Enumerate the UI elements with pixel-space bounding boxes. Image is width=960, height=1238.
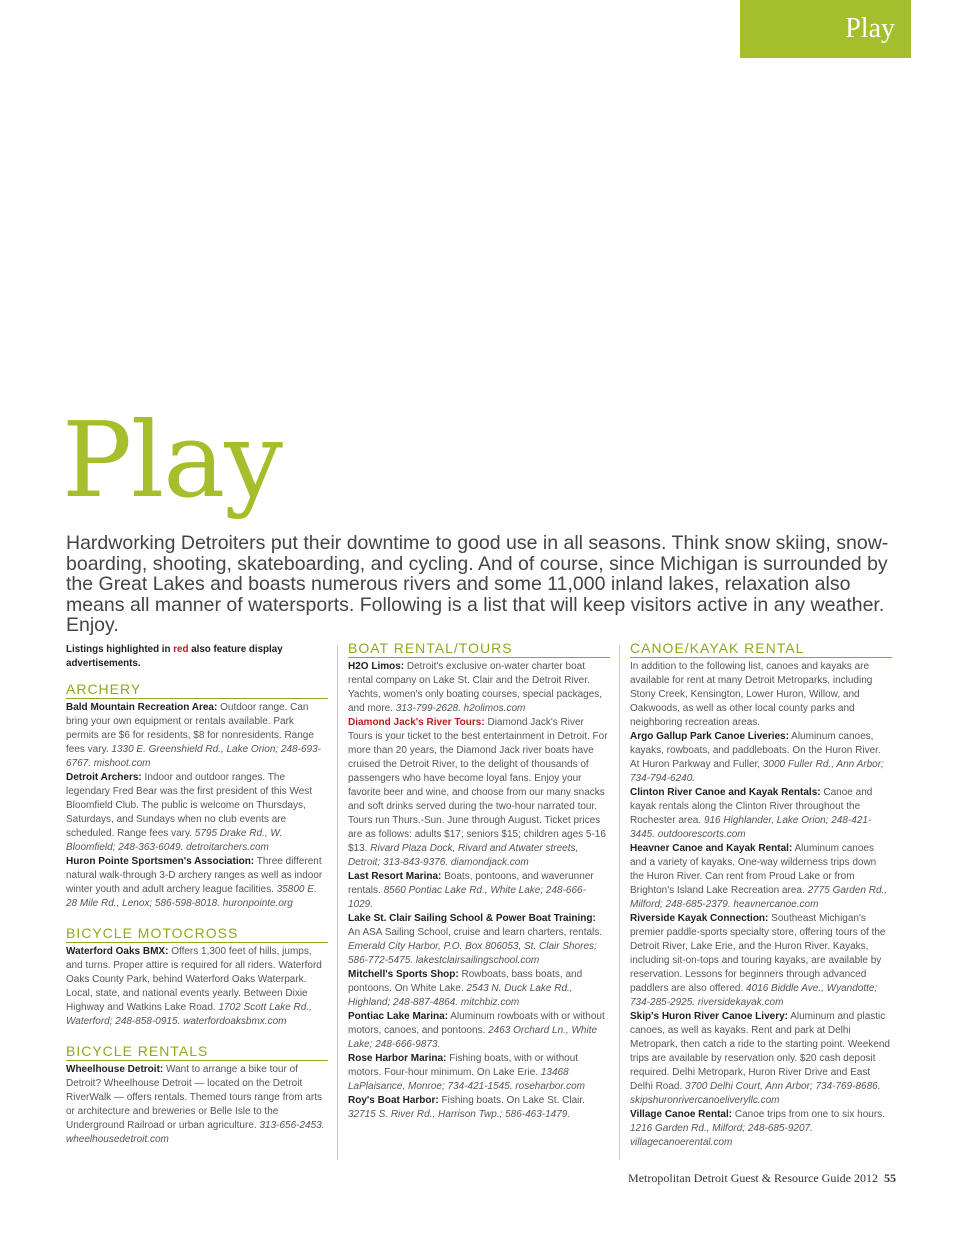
listing-name: Detroit Archers: (66, 772, 142, 783)
listing-address: 2463 Orchard Ln., White Lake; 248-666-9873. (348, 1025, 598, 1050)
listing-name: Heavner Canoe and Kayak Rental: (630, 843, 793, 854)
publication-name: Metropolitan Detroit Guest & Resource Guide 2012 (628, 1171, 878, 1185)
listing-address: 13468 LaPlaisance, Monroe; 734-421-1545. roseharbor.com (348, 1067, 585, 1092)
listing-address: 916 Highlander, Lake Orion; 248-421-3445. outdoorescorts.com (630, 815, 872, 840)
listing-address: 1702 Scott Lake Rd., Waterford; 248-858-0915. waterfordoaksbmx.com (66, 1002, 312, 1027)
column-divider (619, 645, 620, 1160)
listing-address: 4016 Biddle Ave., Wyandotte; 734-285-2925. riversidekayak.com (630, 983, 878, 1008)
listing-address: Emerald City Harbor, P.O. Box 806053, St. Clair Shores; 586-772-5475. lakestclairsailingschool.com (348, 941, 597, 966)
listing-address: 3000 Fuller Rd., Ann Arbor; 734-794-6240. (630, 759, 884, 784)
listing-entry: Bald Mountain Recreation Area: Outdoor range. Can bring your own equipment or rentals available. Park permits are $6 for residents, $8 for nonresidents. Range fees vary. 1330 E. Greenshield Rd., Lake Orion; 248-693-6767. mishoot.com (66, 702, 321, 769)
listing-name: Rose Harbor Marina: (348, 1053, 447, 1064)
listing-address: 313-799-2628. h2olimos.com (395, 703, 526, 714)
listing-entry-featured: Diamond Jack's River Tours: Diamond Jack's River Tours is your ticket to the best entertainment in Detroit. For more than 20 years, the Diamond Jack river boats have cruised the Detroit River, to the delight of thousands of passengers who have become loyal fans. Enjoy your favorite beer and wine, and choose from our many snacks and soft drinks served during the two-hour narrated tour. Tours run Thurs.-Sun. June through August. Ticket prices are as follows: adults $17; seniors $15; children ages 5-16 $13. Rivard Plaza Dock, Rivard and Atwater streets, Detroit; 313-843-9376. diamondjack.com (348, 717, 608, 868)
listings-note: Listings highlighted in red also feature display advertisements. (66, 644, 283, 669)
listing-address: 2543 N. Duck Lake Rd., Highland; 248-887-4864. mitchbiz.com (348, 983, 573, 1008)
listing-name: Roy's Boat Harbor: (348, 1095, 439, 1106)
listing-name: Argo Gallup Park Canoe Liveries: (630, 731, 789, 742)
listing-name: Last Resort Marina: (348, 871, 442, 882)
listing-address: 313-656-2453. wheelhousedetroit.com (66, 1120, 325, 1145)
listing-address: 2775 Garden Rd., Milford; 248-685-2379. heavnercanoe.com (630, 885, 888, 910)
listing-entry: Riverside Kayak Connection: Southeast Michigan's premier paddle-sports specialty store, offering tours of the Detroit River, Lake Erie, and the Huron River. Kayaks, including sit-on-tops and touring kayaks, are available by reservation. Lessons for beginners through advanced paddlers are also offered. 4016 Biddle Ave., Wyandotte; 734-285-2925. riversidekayak.com (630, 913, 886, 1008)
section-tab (740, 0, 911, 58)
note-red-word: red (173, 644, 189, 655)
page-number: 55 (884, 1171, 896, 1185)
listing-entry: Clinton River Canoe and Kayak Rentals: Canoe and kayak rentals along the Clinton River throughout the Rochester area. 916 Highlander, Lake Orion; 248-421-3445. outdoorescorts.com (630, 787, 873, 840)
listing-address: 1216 Garden Rd., Milford; 248-685-9207. villagecanoerental.com (630, 1123, 813, 1148)
heading-bicycle-motocross: BICYCLE MOTOCROSS (66, 925, 328, 943)
heading-archery: ARCHERY (66, 681, 328, 699)
listing-address: 1330 E. Greenshield Rd., Lake Orion; 248-693-6767. mishoot.com (66, 744, 321, 769)
listing-entry: Argo Gallup Park Canoe Liveries: Aluminum canoes, kayaks, rowboats, and paddleboats. On the Huron River. At Huron Parkway and Fuller, 3000 Fuller Rd., Ann Arbor; 734-794-6240. (630, 731, 884, 784)
listing-entry: Lake St. Clair Sailing School & Power Boat Training: An ASA Sailing School, cruise and learn charters, rentals. Emerald City Harbor, P.O. Box 806053, St. Clair Shores; 586-772-5475. lakestclairsailingschool.com (348, 913, 603, 966)
listing-entry: Mitchell's Sports Shop: Rowboats, bass boats, and pontoons. On White Lake. 2543 N. Duck Lake Rd., Highland; 248-887-4864. mitchbiz.com (348, 969, 583, 1008)
listing-name: Clinton River Canoe and Kayak Rentals: (630, 787, 821, 798)
listing-entry: Waterford Oaks BMX: Offers 1,300 feet of hills, jumps, and turns. Proper attire is required for all riders. Waterford Oaks County Park, behind Waterford Oaks Waterpark. Local, state, and national events yearly. Between Dixie Highway and Watkins Lake Road. 1702 Scott Lake Rd., Waterford; 248-858-0915. waterfordoaksbmx.com (66, 946, 322, 1027)
listing-name: Village Canoe Rental: (630, 1109, 733, 1120)
column-2 (348, 640, 610, 1122)
listing-entry: Village Canoe Rental: Canoe trips from one to six hours. 1216 Garden Rd., Milford; 248-685-9207. villagecanoerental.com (630, 1109, 885, 1148)
listing-name: Mitchell's Sports Shop: (348, 969, 459, 980)
page-footer (628, 1171, 896, 1186)
page-title: Play (62, 399, 282, 521)
listing-name: Lake St. Clair Sailing School & Power Boat Training: (348, 913, 596, 924)
listing-entry: Wheelhouse Detroit: Want to arrange a bike tour of Detroit? Wheelhouse Detroit — located on the Detroit RiverWalk — offers rentals. Themed tours range from arts or architecture and breweries or Belle Isle to the Underground Railroad or urban agriculture. 313-656-2453. wheelhousedetroit.com (66, 1064, 325, 1145)
listing-address: 32715 S. River Rd., Harrison Twp.; 586-463-1479. (348, 1109, 571, 1120)
listing-entry: Pontiac Lake Marina: Aluminum rowboats with or without motors, canoes, and pontoons. 2463 Orchard Ln., White Lake; 248-666-9873. (348, 1011, 605, 1050)
listing-address: 5795 Drake Rd., W. Bloomfield; 248-363-6049. detroitarchers.com (66, 828, 283, 853)
intro-paragraph: Hardworking Detroiters put their downtime to good use in all seasons. Think snow skiing, snow-boarding, shooting, skateboarding, and cycling. And of course, since Michigan is surrounded by the Great Lakes and boasts numerous rivers and some 11,000 inland lakes, relaxation also means all manner of watersports. Following is a list that will keep visitors active in any weather. Enjoy. (66, 532, 889, 636)
section-tab-label: Play (845, 13, 895, 44)
listing-entry: Last Resort Marina: Boats, pontoons, and waverunner rentals. 8560 Pontiac Lake Rd., White Lake; 248-666-1029. (348, 871, 594, 910)
listing-address: Rivard Plaza Dock, Rivard and Atwater streets, Detroit; 313-843-9376. diamondjack.com (348, 843, 579, 868)
listing-name: Waterford Oaks BMX: (66, 946, 169, 957)
heading-canoe-kayak-rental: CANOE/KAYAK RENTAL (630, 640, 892, 658)
listing-name: Huron Pointe Sportsmen's Association: (66, 856, 255, 867)
listing-entry: Huron Pointe Sportsmen's Association: Three different natural walk-through 3-D archery ranges as well as indoor winter youth and adult archery league facilities. 35800 E. 28 Mile Rd., Lenox; 586-598-8018. huronpointe.org (66, 856, 323, 909)
canoe-intro: In addition to the following list, canoes and kayaks are available for rent at many Detroit Metroparks, including Stony Creek, Kensington, Lower Huron, Willow, and Oakwoods, as well as other local county parks and neighboring recreation areas. (630, 661, 873, 728)
listing-entry: Skip's Huron River Canoe Livery: Aluminum and plastic canoes, as well as kayaks. Rent and park at Delhi Metropark, then catch a ride to the starting point. Weekend trips are available by reservation only. $20 cash deposit required. Delhi Metropark, Huron River Drive and East Delhi Road. 3700 Delhi Court, Ann Arbor; 734-769-8686. skipshuronrivercanoeliveryllc.com (630, 1011, 890, 1106)
listing-name: Wheelhouse Detroit: (66, 1064, 164, 1075)
listing-entry: Rose Harbor Marina: Fishing boats, with or without motors. Four-hour minimum. On Lake Erie. 13468 LaPlaisance, Monroe; 734-421-1545. roseharbor.com (348, 1053, 585, 1092)
listing-address: 3700 Delhi Court, Ann Arbor; 734-769-8686. skipshuronrivercanoeliveryllc.com (630, 1081, 881, 1106)
listing-name: Pontiac Lake Marina: (348, 1011, 449, 1022)
column-divider (337, 645, 338, 1160)
listing-name: Riverside Kayak Connection: (630, 913, 769, 924)
listing-entry: Heavner Canoe and Kayak Rental: Aluminum canoes and a variety of kayaks. One-way wilderness trips down the Huron River. Can rent from Proud Lake or from Brighton's Island Lake Recreation area. 2775 Garden Rd., Milford; 248-685-2379. heavnercanoe.com (630, 843, 888, 910)
listing-name-featured: Diamond Jack's River Tours: (348, 717, 485, 728)
listing-address: 8560 Pontiac Lake Rd., White Lake; 248-666-1029. (348, 885, 586, 910)
heading-boat-rental-tours: BOAT RENTAL/TOURS (348, 640, 610, 658)
listing-entry: H2O Limos: Detroit's exclusive on-water charter boat rental company on Lake St. Clair and the Detroit River. Yachts, women's only boating courses, special packages, and more. 313-799-2628. h2olimos.com (348, 661, 603, 714)
listing-name: Bald Mountain Recreation Area: (66, 702, 218, 713)
listing-entry: Detroit Archers: Indoor and outdoor ranges. The legendary Fred Bear was the first president of this West Bloomfield Club. The public is welcome on Thursdays, Saturdays, and Sundays when no club events are scheduled. Range fees vary. 5795 Drake Rd., W. Bloomfield; 248-363-6049. detroitarchers.com (66, 772, 313, 853)
listing-name: H2O Limos: (348, 661, 405, 672)
listing-name: Skip's Huron River Canoe Livery: (630, 1011, 788, 1022)
column-1 (66, 640, 328, 1147)
listing-address: 35800 E. 28 Mile Rd., Lenox; 586-598-8018. huronpointe.org (66, 884, 317, 909)
heading-bicycle-rentals: BICYCLE RENTALS (66, 1043, 328, 1061)
listing-entry: Roy's Boat Harbor: Fishing boats. On Lake St. Clair. 32715 S. River Rd., Harrison Twp.; 586-463-1479. (348, 1095, 585, 1120)
column-3 (630, 640, 892, 1150)
